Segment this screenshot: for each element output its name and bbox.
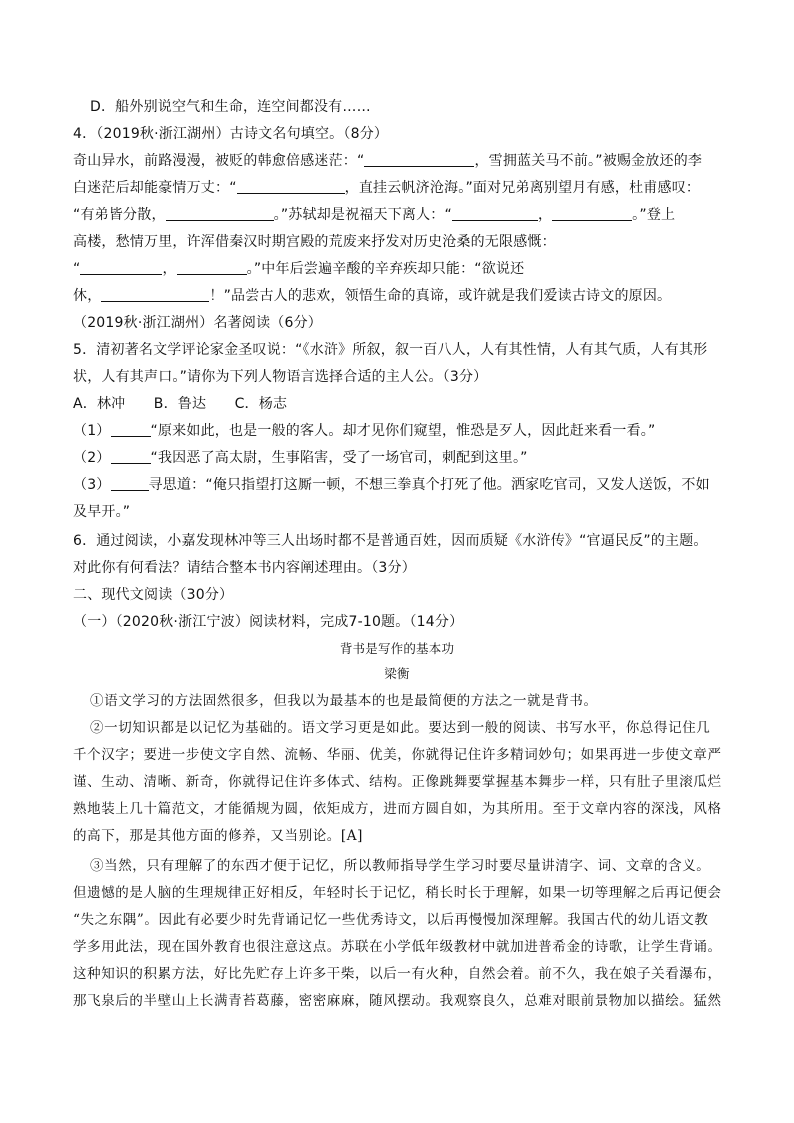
option-d: D．船外别说空气和生命，连空间都没有…… [90,99,371,115]
reading-section-heading: （2019秋·浙江湖州）名著阅读（6分） [73,315,322,331]
paragraph-3-line: 学多用此法，现在国外教育也很注意这点。苏联在小学低年级教材中就加进普希金的诗歌，让学生背诵。 [73,939,722,955]
q5-item-3-cont: 及早开。” [73,504,131,520]
q4-line-2: 白迷茫后却能豪情万丈：“ ，直挂云帆济沧海。”面对兄弟离别望月有感，杜甫感叹： [73,180,701,196]
fill-blank[interactable] [177,260,247,275]
q4-line-6: 休， ！”品尝古人的悲欢，领悟生命的真谛，或许就是我们爱读古诗文的原因。 [73,288,672,304]
question-6-line-1: 6．通过阅读，小嘉发现林冲等三人出场时都不是普通百姓，因而质疑《水浒传》“官逼民反”的主题。 [73,533,708,549]
article-title: 背书是写作的基本功 [339,641,455,656]
paragraph-1: ①语文学习的方法固然很多，但我以为最基本的也是最简便的方法之一就是背书。 [90,693,598,709]
q4-line-5: “ ， 。”中年后尝遍辛酸的辛弃疾却只能：“欲说还 [73,261,525,277]
paragraph-2-line: 的高下，那是其他方面的修养，又当别论。[A] [73,828,363,844]
q5-item-2: （2） “我因恶了高太尉，生事陷害，受了一场官司，刺配到这里。” [73,450,528,466]
fill-blank[interactable] [452,206,538,221]
fill-blank[interactable] [166,206,274,221]
paragraph-2-line: 千个汉字；要进一步使文字自然、流畅、华丽、优美，你就得记住许多精词妙句；如果再进一步使文章严 [73,747,722,763]
fill-blank[interactable] [80,260,162,275]
fill-blank[interactable] [111,422,151,437]
section-2-heading: 二、现代文阅读（30分） [73,587,234,603]
question-6-line-2: 对此你有何看法？请结合整本书内容阐述理由。（3分） [73,560,416,576]
question-5-line-1: 5．清初著名文学评论家金圣叹说：“《水浒》所叙，叙一百八人，人有其性情，人有其气质，人有其形 [73,342,708,358]
q4-line-4: 高楼，愁情万里，许浑借秦汉时期宫殿的荒废来抒发对历史沧桑的无限感慨： [73,234,556,250]
paragraph-2-line: ②一切知识都是以记忆为基础的。语文学习更是如此。要达到一般的阅读、书写水平，你总得记住几 [90,720,711,736]
q5-item-3: （3） 寻思道：“俺只指望打这厮一顿，不想三拳真个打死了他。洒家吃官司，又发人送饭，不如 [73,477,710,493]
q4-line-1: 奇山异水，前路漫漫，被贬的韩愈倍感迷茫：“ ，雪拥蓝关马不前。”被赐金放还的李 [73,153,703,169]
fill-blank[interactable] [237,179,345,194]
paragraph-2-line: 熟地装上几十篇范文，才能循规为圆，依矩成方，进而方圆自如，为其所用。至于文章内容的深浅，风格 [73,801,722,817]
paragraph-2-line: 谨、生动、清晰、新奇，你就得记住许多体式、结构。正像跳舞要掌握基本舞步一样，只有肚子里滚瓜烂 [73,774,722,790]
question-5-line-2: 状，人有其声口。”请你为下列人物语言选择合适的主人公。（3分） [73,369,488,385]
fill-blank[interactable] [101,287,209,302]
paragraph-3-line: ③当然，只有理解了的东西才便于记忆，所以教师指导学生学习时要尽量讲清字、词、文章的含义。 [90,858,711,874]
fill-blank[interactable] [552,206,632,221]
q5-item-1: （1） “原来如此，也是一般的客人。却才见你们窥望，惟恐是歹人，因此赶来看一看。” [73,423,656,439]
paragraph-3-line: “失之东隅”。因此有必要少时先背诵记忆一些优秀诗文，以后再慢慢加深理解。我国古代的幼儿语文教 [73,912,709,928]
question-4-heading: 4．（2019秋·浙江湖州）古诗文名句填空。（8分） [73,126,389,142]
fill-blank[interactable] [364,152,474,167]
fill-blank[interactable] [111,476,149,491]
paragraph-3-line: 但遗憾的是人脑的生理规律正好相反，年轻时长于记忆，稍长时长于理解，如果一切等理解之后再记便会 [73,885,722,901]
paragraph-3-line: 这种知识的积累方法，好比先贮存上许多干柴，以后一有火种，自然会着。前不久，我在娘子关看瀑布， [73,966,722,982]
subsection-1-heading: （一）（2020秋·浙江宁波）阅读材料，完成7-10题。（14分） [73,614,464,630]
fill-blank[interactable] [111,449,151,464]
article-author: 梁衡 [384,666,410,681]
q5-options: A．林冲 B．鲁达 C．杨志 [73,396,288,412]
q4-line-3: “有弟皆分散， 。”苏轼却是祝福天下离人：“ ， 。”登上 [73,207,676,223]
paragraph-3-line: 那飞泉后的半壁山上长满青苔葛藤，密密麻麻，随风摆动。我观察良久，总难对眼前景物加以描绘。猛然 [73,993,722,1009]
